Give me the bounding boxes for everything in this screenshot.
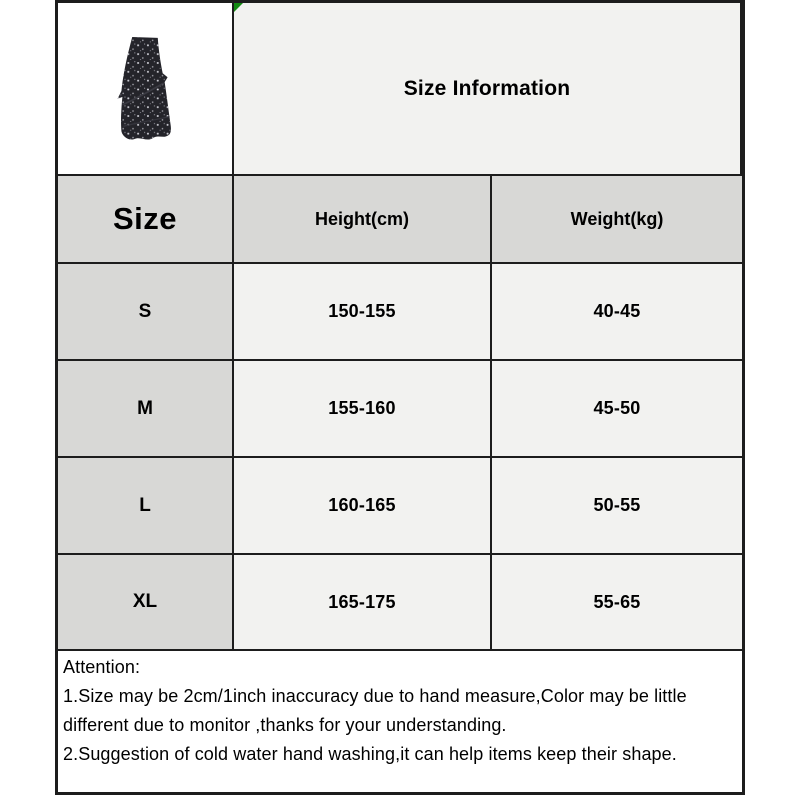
table-title: Size Information [403, 76, 571, 100]
attention-heading: Attention: [63, 657, 141, 677]
product-image-cell [58, 3, 234, 176]
row-m-height-value: 155-160 [234, 361, 492, 458]
cell-corner-marker-icon [234, 3, 243, 12]
attention-note-2: 2.Suggestion of cold water hand washing,it can help items keep their shape. [63, 744, 677, 764]
attention-notes-box [58, 651, 742, 792]
attention-note-1-cont: different due to monitor ,thanks for your understanding. [63, 715, 507, 735]
row-s-height-value: 150-155 [234, 264, 492, 361]
size-information-table [55, 0, 745, 795]
attention-note-1: 1.Size may be 2cm/1inch inaccuracy due to hand measure,Color may be little [63, 686, 687, 706]
column-header-weight: Weight(kg) [492, 176, 742, 264]
row-xl-height-value: 165-175 [234, 555, 492, 651]
row-l-height-value: 160-165 [234, 458, 492, 555]
row-l-weight-value: 50-55 [492, 458, 742, 555]
skirt-dot-texture [118, 36, 171, 139]
row-m-size-label: M [58, 361, 234, 458]
product-photo-skirt [106, 34, 184, 144]
row-s-weight-value: 40-45 [492, 264, 742, 361]
row-m-weight-value: 45-50 [492, 361, 742, 458]
column-header-size: Size [58, 176, 234, 264]
row-s-size-label: S [58, 264, 234, 361]
row-xl-size-label: XL [58, 555, 234, 651]
row-xl-weight-value: 55-65 [492, 555, 742, 651]
column-header-height: Height(cm) [234, 176, 492, 264]
table-title-cell [234, 3, 742, 176]
row-l-size-label: L [58, 458, 234, 555]
